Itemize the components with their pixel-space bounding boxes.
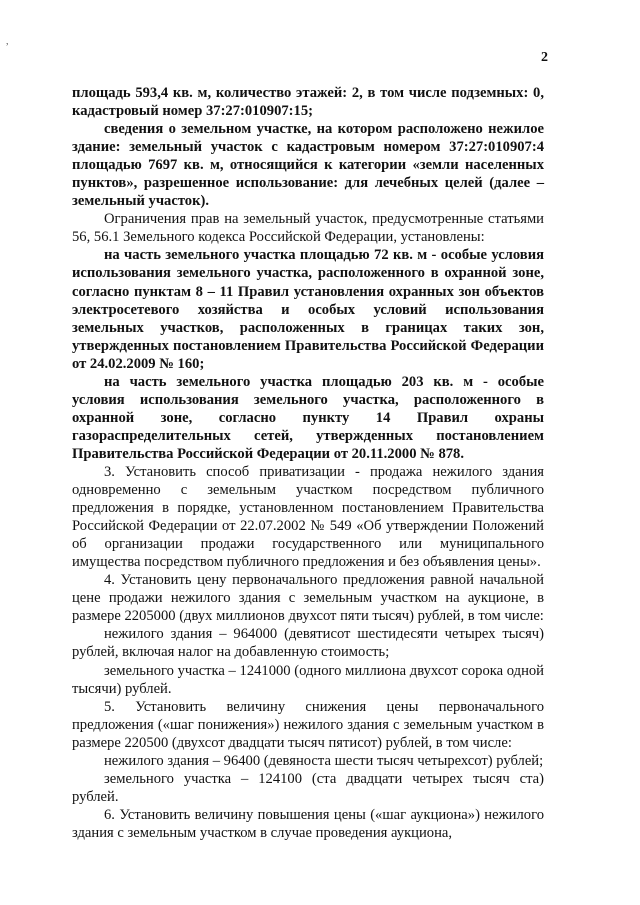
paragraph-building-step: нежилого здания – 96400 (девяноста шести тысяч четырехсот) рублей; — [104, 752, 544, 769]
paragraph-rights-restrictions: Ограничения прав на земельный участок, предусмотренные статьями 56, 56.1 Земельного кодекса Российской Федерации, установлены: — [72, 211, 544, 246]
paragraph-item-3-privatization: 3. Установить способ приватизации - продажа нежилого здания одновременно с земельным участком посредством публичного предложения в порядке, установленном постановлением Правительства Российской Федерации от 22.07.2002 № 549 «Об утверждении Положений об организации продажи государственного или муниципального имущества посредством публичного предложения и без объявления цены». — [72, 463, 544, 571]
paragraph-restriction-203: на часть земельного участка площадью 203 кв. м - особые условия использования земельного участка, расположенного в охранной зоне, согласно пункту 14 Правил охраны газораспределительных сетей, утвержденных постановлением Правительства Российской Федерации от 20.11.2000 № 878. — [72, 373, 544, 462]
paragraph-item-6-auction-step: 6. Установить величину повышения цены («шаг аукциона») нежилого здания с земельным участком в случае проведения аукциона, — [72, 806, 544, 841]
paragraph-item-5-decrease-step: 5. Установить величину снижения цены первоначального предложения («шаг понижения») нежилого здания с земельным участком в размере 220500 (двухсот двадцати тысяч пятисот) рублей, в том числе: — [72, 698, 544, 751]
paragraph-land-step: земельного участка – 124100 (ста двадцати четырех тысяч ста) рублей. — [72, 770, 544, 805]
paragraph-item-4-initial-price: 4. Установить цену первоначального предложения равной начальной цене продажи нежилого здания с земельным участком на аукционе, в размере 2205000 (двух миллионов двухсот пяти тысяч) рублей, в том числе: — [72, 572, 544, 625]
page-number: 2 — [541, 50, 548, 65]
paragraph-land-price: земельного участка – 1241000 (одного миллиона двухсот сорока одной тысячи) рублей. — [72, 662, 544, 697]
paragraph-restriction-72: на часть земельного участка площадью 72 кв. м - особые условия использования земельного участка, расположенного в охранной зоне, согласно пунктам 8 – 11 Правил установления охранных зон объектов электросетевого хозяйства и особых условий использования земельных участков, расположенных в границах таких зон, утвержденных постановлением Правительства Российской Федерации от 24.02.2009 № 160; — [72, 247, 544, 372]
document-body — [72, 84, 544, 842]
paragraph-land-plot-info: сведения о земельном участке, на котором расположено нежилое здание: земельный участок с кадастровым номером 37:27:010907:4 площадью 7697 кв. м, относящийся к категории «земли населенных пунктов», разрешенное использование: для лечебных целей (далее – земельный участок). — [72, 121, 544, 210]
paragraph-building-price: нежилого здания – 964000 (девятисот шестидесяти четырех тысяч) рублей, включая налог на добавленную стоимость; — [72, 626, 544, 661]
paragraph-building-area: площадь 593,4 кв. м, количество этажей: 2, в том числе подземных: 0, кадастровый номер 37:27:010907:15; — [72, 85, 544, 120]
scan-mark: , — [6, 36, 9, 47]
